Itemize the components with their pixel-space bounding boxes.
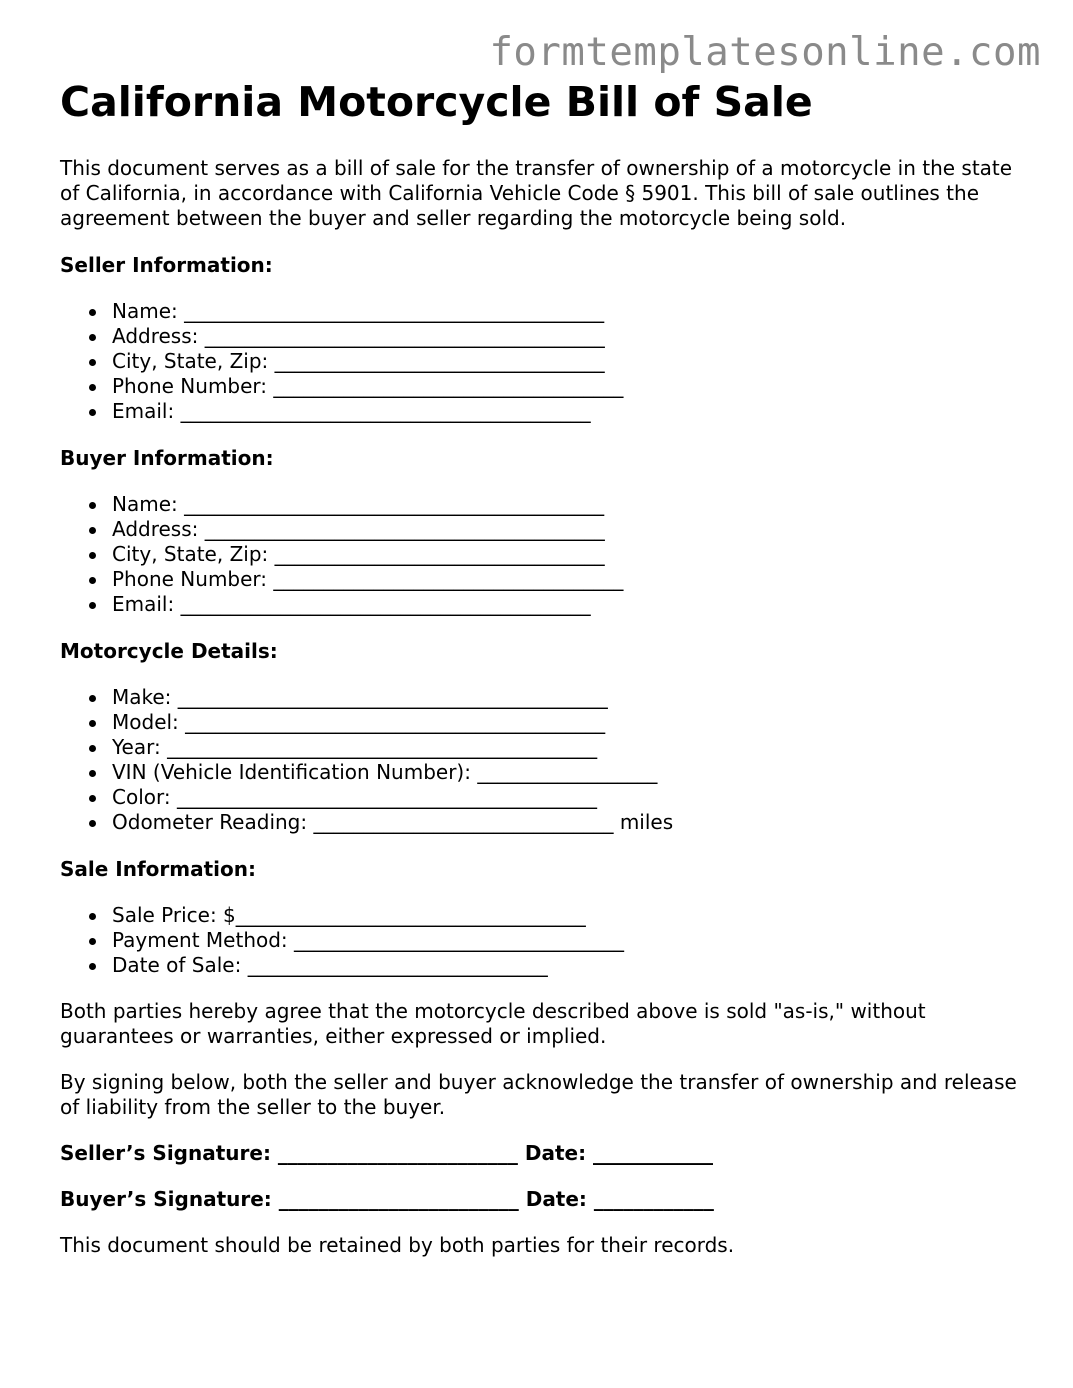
acknowledgement-paragraph: By signing below, both the seller and buyer acknowledge the transfer of ownership and release of liability from the seller to the buyer. (60, 1070, 1017, 1119)
make-field[interactable]: Make: ___________________________________________ (60, 685, 1030, 710)
model-field[interactable]: Model: __________________________________________ (60, 710, 1030, 735)
buyer-name-field[interactable]: Name: __________________________________________ (60, 492, 1030, 517)
year-field[interactable]: Year: ___________________________________________ (60, 735, 1030, 760)
intro-paragraph: This document serves as a bill of sale for the transfer of ownership of a motorcycle in the state of California, in accordance with California Vehicle Code § 5901. This bill of sale outlines the agreement between the buyer and seller regarding the motorcycle being sold. (60, 156, 1013, 230)
seller-city-state-zip-field[interactable]: City, State, Zip: _________________________________ (60, 349, 1030, 374)
seller-signature-line[interactable]: Seller’s Signature: ________________________ Date: ____________ (60, 1141, 714, 1165)
buyer-phone-field[interactable]: Phone Number: ___________________________________ (60, 567, 1030, 592)
buyer-signature-line[interactable]: Buyer’s Signature: ________________________ Date: ____________ (60, 1187, 714, 1211)
color-field[interactable]: Color: __________________________________________ (60, 785, 1030, 810)
buyer-list (60, 492, 1030, 617)
seller-name-field[interactable]: Name: __________________________________________ (60, 299, 1030, 324)
closing-paragraph: This document should be retained by both parties for their records. (60, 1233, 735, 1257)
document-title: California Motorcycle Bill of Sale (60, 78, 813, 126)
sale-price-field[interactable]: Sale Price: $___________________________________ (60, 903, 1030, 928)
motorcycle-list (60, 685, 1030, 835)
sale-heading: Sale Information: (60, 857, 256, 881)
seller-list (60, 299, 1030, 424)
buyer-heading: Buyer Information: (60, 446, 274, 470)
watermark: formtemplatesonline.com (489, 30, 1041, 75)
buyer-address-field[interactable]: Address: ________________________________________ (60, 517, 1030, 542)
odometer-field[interactable]: Odometer Reading: ______________________________ miles (60, 810, 1030, 835)
seller-address-field[interactable]: Address: ________________________________________ (60, 324, 1030, 349)
motorcycle-heading: Motorcycle Details: (60, 639, 278, 663)
buyer-email-field[interactable]: Email: _________________________________________ (60, 592, 1030, 617)
as-is-paragraph: Both parties hereby agree that the motorcycle described above is sold "as-is," without guarantees or warranties, either expressed or implied. (60, 999, 926, 1048)
sale-list (60, 903, 1030, 978)
seller-email-field[interactable]: Email: _________________________________________ (60, 399, 1030, 424)
seller-heading: Seller Information: (60, 253, 273, 277)
payment-method-field[interactable]: Payment Method: _________________________________ (60, 928, 1030, 953)
document-body (60, 78, 1030, 1258)
seller-phone-field[interactable]: Phone Number: ___________________________________ (60, 374, 1030, 399)
buyer-city-state-zip-field[interactable]: City, State, Zip: _________________________________ (60, 542, 1030, 567)
vin-field[interactable]: VIN (Vehicle Identification Number): __________________ (60, 760, 1030, 785)
date-of-sale-field[interactable]: Date of Sale: ______________________________ (60, 953, 1030, 978)
